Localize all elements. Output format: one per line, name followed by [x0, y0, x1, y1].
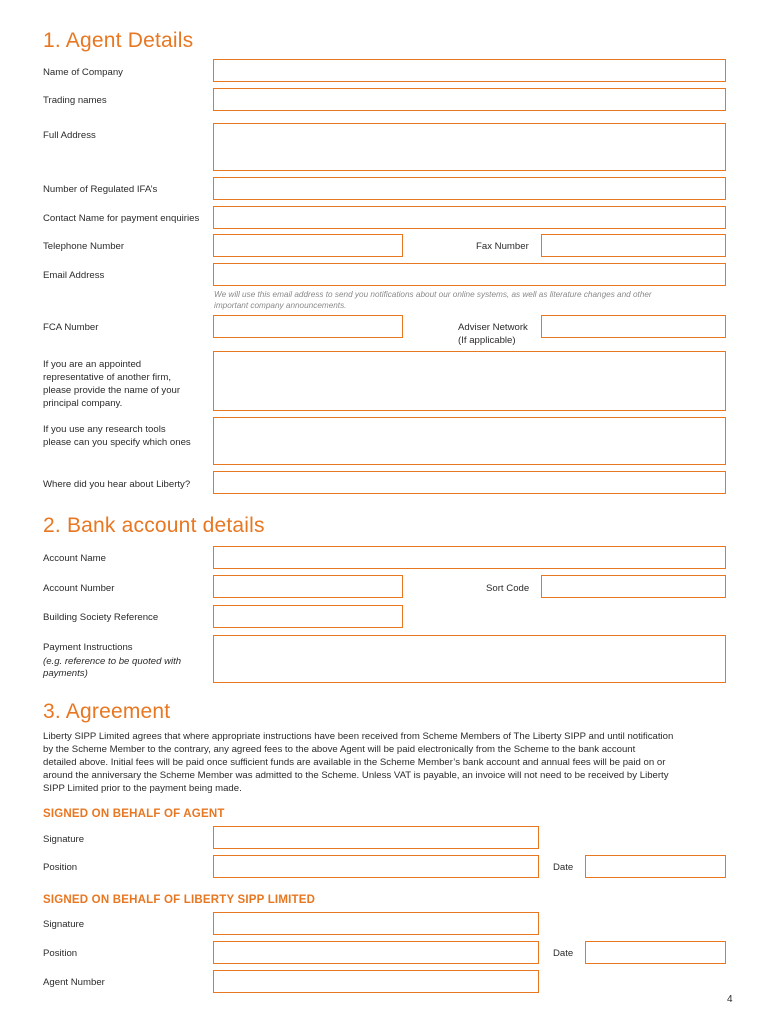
agreement-line-3: detailed above. Initial fees will be paid once sufficient funds are available in the Scheme Member’s bank account and annual fees will be paid on or	[43, 757, 666, 768]
name-of-company-field[interactable]	[213, 59, 726, 82]
label-appointed-line-1: If you are an appointed	[43, 359, 142, 370]
principal-company-field[interactable]	[213, 351, 726, 411]
agent-date-field[interactable]	[585, 855, 726, 878]
label-full-address: Full Address	[43, 130, 96, 141]
section-2-title: 2. Bank account details	[43, 514, 265, 537]
telephone-field[interactable]	[213, 234, 403, 257]
building-society-ref-field[interactable]	[213, 605, 403, 628]
agreement-line-4: around the anniversary the Scheme Member was admitted to the Scheme. Unless VAT is payable, an invoice will not need to be received by Liberty	[43, 770, 669, 781]
label-sort-code: Sort Code	[486, 583, 530, 594]
label-hear-about: Where did you hear about Liberty?	[43, 479, 191, 490]
label-agent-number: Agent Number	[43, 977, 105, 988]
liberty-signature-field[interactable]	[213, 912, 539, 935]
full-address-field[interactable]	[213, 123, 726, 171]
label-number-of-ifas: Number of Regulated IFA’s	[43, 184, 158, 195]
fax-field[interactable]	[541, 234, 726, 257]
payment-note-line-2: payments)	[43, 668, 88, 679]
label-building-society-ref: Building Society Reference	[43, 612, 159, 623]
label-fax: Fax Number	[476, 241, 529, 252]
signed-liberty-heading: SIGNED ON BEHALF OF LIBERTY SIPP LIMITED	[43, 894, 316, 906]
agent-number-field[interactable]	[213, 970, 539, 993]
liberty-position-field[interactable]	[213, 941, 539, 964]
label-appointed-line-4: principal company.	[43, 398, 123, 409]
section-3-title: 3. Agreement	[43, 700, 171, 723]
label-liberty-signature: Signature	[43, 919, 85, 930]
agreement-line-2: by the Scheme Member to the contrary, any agreed fees to the above Agent will be paid electronically from the Scheme to the bank account	[43, 744, 636, 755]
fca-number-field[interactable]	[213, 315, 403, 338]
label-liberty-date: Date	[553, 948, 574, 959]
label-telephone: Telephone Number	[43, 241, 125, 252]
hear-about-field[interactable]	[213, 471, 726, 494]
account-number-field[interactable]	[213, 575, 403, 598]
liberty-date-field[interactable]	[585, 941, 726, 964]
email-note-line-1: We will use this email address to send you notifications about our online systems, as well as literature changes and other	[214, 290, 652, 299]
page-number: 4	[727, 994, 733, 1005]
research-tools-field[interactable]	[213, 417, 726, 465]
agent-position-field[interactable]	[213, 855, 539, 878]
email-field[interactable]	[213, 263, 726, 286]
label-agent-position: Position	[43, 862, 78, 873]
label-research-line-1: If you use any research tools	[43, 424, 166, 435]
label-adviser-network: Adviser Network	[458, 322, 528, 333]
email-note-line-2: important company announcements.	[214, 301, 347, 310]
label-adviser-network-sub: (If applicable)	[458, 335, 516, 346]
sort-code-field[interactable]	[541, 575, 726, 598]
label-appointed-line-3: please provide the name of your	[43, 385, 181, 396]
label-agent-signature: Signature	[43, 834, 85, 845]
trading-names-field[interactable]	[213, 88, 726, 111]
payment-note-line-1: (e.g. reference to be quoted with	[43, 656, 182, 667]
label-appointed-line-2: representative of another firm,	[43, 372, 171, 383]
contact-name-field[interactable]	[213, 206, 726, 229]
label-name-of-company: Name of Company	[43, 67, 123, 78]
label-trading-names: Trading names	[43, 95, 107, 106]
agreement-line-5: SIPP Limited prior to the payment being made.	[43, 783, 242, 794]
signed-agent-heading: SIGNED ON BEHALF OF AGENT	[43, 808, 225, 820]
label-research-line-2: please can you specify which ones	[43, 437, 191, 448]
agreement-line-1: Liberty SIPP Limited agrees that where appropriate instructions have been received from Scheme Members of The Liberty SIPP and until notification	[43, 731, 674, 742]
agent-signature-field[interactable]	[213, 826, 539, 849]
adviser-network-field[interactable]	[541, 315, 726, 338]
label-contact-name: Contact Name for payment enquiries	[43, 213, 200, 224]
number-of-ifas-field[interactable]	[213, 177, 726, 200]
label-payment-instructions: Payment Instructions	[43, 642, 133, 653]
label-agent-date: Date	[553, 862, 574, 873]
section-1-title: 1. Agent Details	[43, 29, 194, 52]
account-name-field[interactable]	[213, 546, 726, 569]
label-account-name: Account Name	[43, 553, 106, 564]
label-account-number: Account Number	[43, 583, 115, 594]
label-liberty-position: Position	[43, 948, 78, 959]
payment-instructions-field[interactable]	[213, 635, 726, 683]
label-fca-number: FCA Number	[43, 322, 99, 333]
label-email: Email Address	[43, 270, 105, 281]
